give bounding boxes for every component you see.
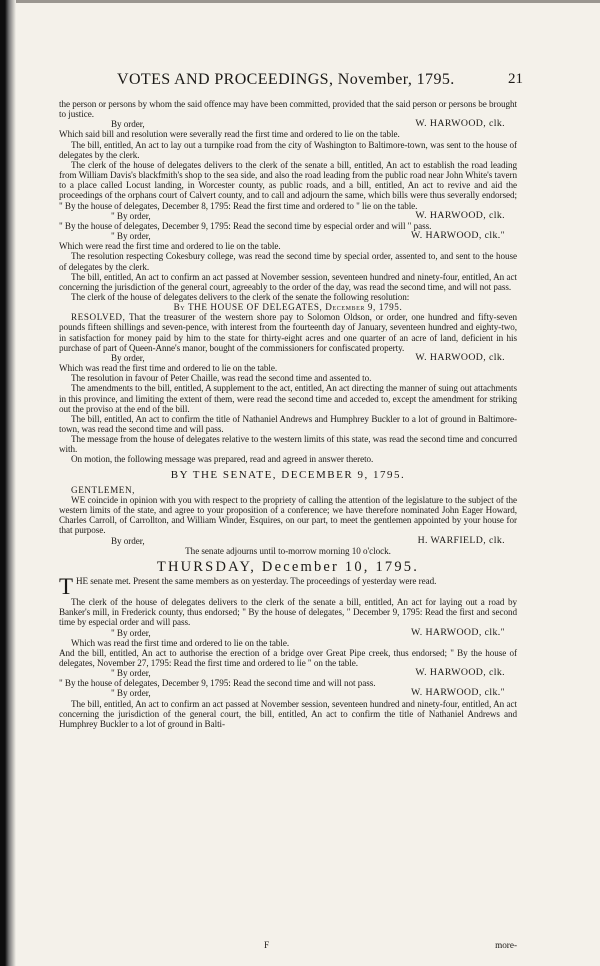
resolution-text: That the treasurer of the western shore pay to Solomon Oldson, or order, one hundred and fifty-seven pounds fifteen shillings and seven-pence, with interest from the fourteenth day of January, seventeen hundred and eighty-two, in satisfaction for money paid by him to the state for thirty-eight acres and one quarter of an acre of land, deficient in his purchase of part of Queen-Anne's manor, bought of the commissioners for confiscated property. (59, 312, 517, 353)
paragraph-text: HE senate met. Present the same members as on yesterday. The proceedings of yesterday were read. (76, 576, 437, 587)
adjournment: The senate adjourns until to-morrow morning 10 o'clock. (185, 545, 391, 556)
catchword: more- (495, 940, 517, 950)
by-order: By order, (111, 119, 145, 130)
header-title: VOTES AND PROCEEDINGS, November, 1795. (117, 71, 455, 88)
resolved-label: RESOLVED, (71, 312, 126, 323)
paragraph: The bill, entitled, An act to confirm an act passed at November session, seventeen hundred and ninety-four, entitled, An act concerning the jurisdiction of the general court, the bill, entitled, An act to confirm the title of Nathaniel Andrews and Humphrey Buckler to a lot of ground in Balti- (59, 698, 517, 729)
page-number: 21 (508, 71, 523, 87)
paragraph: Which was read the first time and ordered to lie on the table. (71, 637, 290, 648)
paragraph: The clerk of the house of delegates delivers to the clerk of the senate a bill, entitled, An act to establish the road leading from William Davis's blackfmith's shop to the sea side, and also the road leading from the public road near John White's tavern to a place called Locust landing, in Worcester county, as public roads, and a bill, entitled, An act to revive and aid the proceedings of the orphans court of Calvert county, and to call and adjourn the same, which bills were thus severally endorsed; " By the house of delegates, December 8, 1795: Read the first time and ordered to " lie on the table. (59, 159, 517, 211)
by-order: " By order, (111, 627, 151, 638)
paragraph (59, 574, 517, 600)
signature-line (59, 353, 517, 363)
paragraph: And the bill, entitled, An act to authorise the erection of a bridge over Great Pipe creek, thus endorsed; " By the house of delegates, November 27, 1795: Read the first time and ordered to lie " on the table. (59, 647, 517, 668)
clerk-name: W. HARWOOD, clk. (415, 667, 505, 679)
paragraph: The bill, entitled, An act to confirm the title of Nathaniel Andrews and Humphrey Buckler to a lot of ground in Baltimore-town, was read the second time and will pass. (59, 413, 517, 434)
clerk-name: W. HARWOOD, clk. (415, 118, 505, 130)
clerk-name: W. HARWOOD, clk." (411, 626, 505, 638)
clerk-name: W. HARWOOD, clk. (415, 351, 505, 363)
senate-heading: BY THE SENATE, DECEMBER 9, 1795. (170, 468, 406, 481)
signature-line (59, 688, 517, 698)
paragraph: The message from the house of delegates relative to the western limits of this state, was read the second time and concurred with. (59, 434, 517, 455)
signature-line (59, 628, 517, 638)
by-order: By order, (111, 352, 145, 363)
signature-line (59, 119, 517, 129)
paragraph: " By the house of delegates, December 9, 1795: Read the second time and will not pass. (59, 678, 376, 689)
paragraph (59, 312, 517, 353)
running-header (117, 71, 523, 91)
clerk-name: W. HARWOOD, clk. (415, 209, 505, 221)
paragraph: The bill, entitled, An act to confirm an act passed at November session, seventeen hundred and ninety-four, entitled, An act concerning the jurisdiction of the general court, agreeably to the order of the day, was read the second time, and will not pass. (59, 271, 517, 292)
by-order: " By order, (111, 668, 151, 679)
by-order: " By order, (111, 688, 151, 699)
clerk-name: W. HARWOOD, clk." (411, 687, 505, 699)
signature-line (59, 231, 517, 241)
by-order: " By order, (111, 231, 151, 242)
drop-cap: T (59, 574, 73, 600)
page-body (59, 99, 517, 729)
signature-line (59, 668, 517, 678)
by-order: " By order, (111, 210, 151, 221)
paragraph: Which said bill and resolution were severally read the first time and ordered to lie on the table. (59, 129, 400, 140)
paragraph: Which were read the first time and ordered to lie on the table. (59, 241, 281, 252)
document-page (59, 0, 523, 966)
paragraph: " By the house of delegates, December 9, 1795: Read the second time by especial order and will " pass. (59, 220, 432, 231)
paragraph: Which was read the first time and ordered to lie on the table. (59, 363, 278, 374)
paragraph: The resolution in favour of Peter Chaille, was read the second time and assented to. (71, 373, 372, 384)
page-footer (59, 940, 517, 952)
signature-line (59, 211, 517, 221)
day-heading: THURSDAY, December 10, 1795. (156, 558, 420, 575)
by-order: By order, (111, 535, 145, 546)
paragraph: The clerk of the house of delegates delivers to the clerk of the senate a bill, entitled, An act for laying out a road by Banker's mill, in Frederick county, thus endorsed; " By the house of delegates, " December 9, 1795: Read the first and second time by especial order and will pass. (59, 597, 517, 628)
paragraph: The amendments to the bill, entitled, A supplement to the act, entitled, An act directing the manner of suing out attachments in this province, and limiting the extent of them, were read the second time and acceded to, except the amendment for striking out the proviso at the end of the bill. (59, 383, 517, 414)
resolution-heading: By THE HOUSE OF DELEGATES, December 9, 1795. (173, 302, 403, 313)
signature-line (59, 536, 517, 546)
book-gutter-shadow (0, 0, 16, 966)
salutation: GENTLEMEN, (71, 484, 136, 495)
clerk-name: W. HARWOOD, clk." (411, 230, 505, 242)
paragraph: WE coincide in opinion with you with respect to the propriety of calling the attention of the legislature to the subject of the western limits of the state, and agree to your proposition of a conference; we have therefore nominated John Eager Howard, Charles Carroll, of Carrollton, and William Winder, Esquires, on our part, to meet the gentlemen appointed by your house for that purpose. (59, 494, 517, 536)
paragraph: The bill, entitled, An act to lay out a turnpike road from the city of Washington to Baltimore-town, was sent to the house of delegates by the clerk. (59, 139, 517, 160)
paragraph: On motion, the following message was prepared, read and agreed in answer thereto. (71, 454, 374, 465)
paragraph: the person or persons by whom the said offence may have been committed, provided that the said person or persons be brought to justice. (59, 99, 517, 120)
signature-mark: F (264, 940, 270, 950)
clerk-name: H. WARFIELD, clk. (417, 534, 505, 546)
paragraph: The resolution respecting Cokesbury college, was read the second time by special order, assented to, and sent to the house of delegates by the clerk. (59, 251, 517, 272)
paragraph: The clerk of the house of delegates delivers to the clerk of the senate the following resolution: (71, 291, 410, 302)
